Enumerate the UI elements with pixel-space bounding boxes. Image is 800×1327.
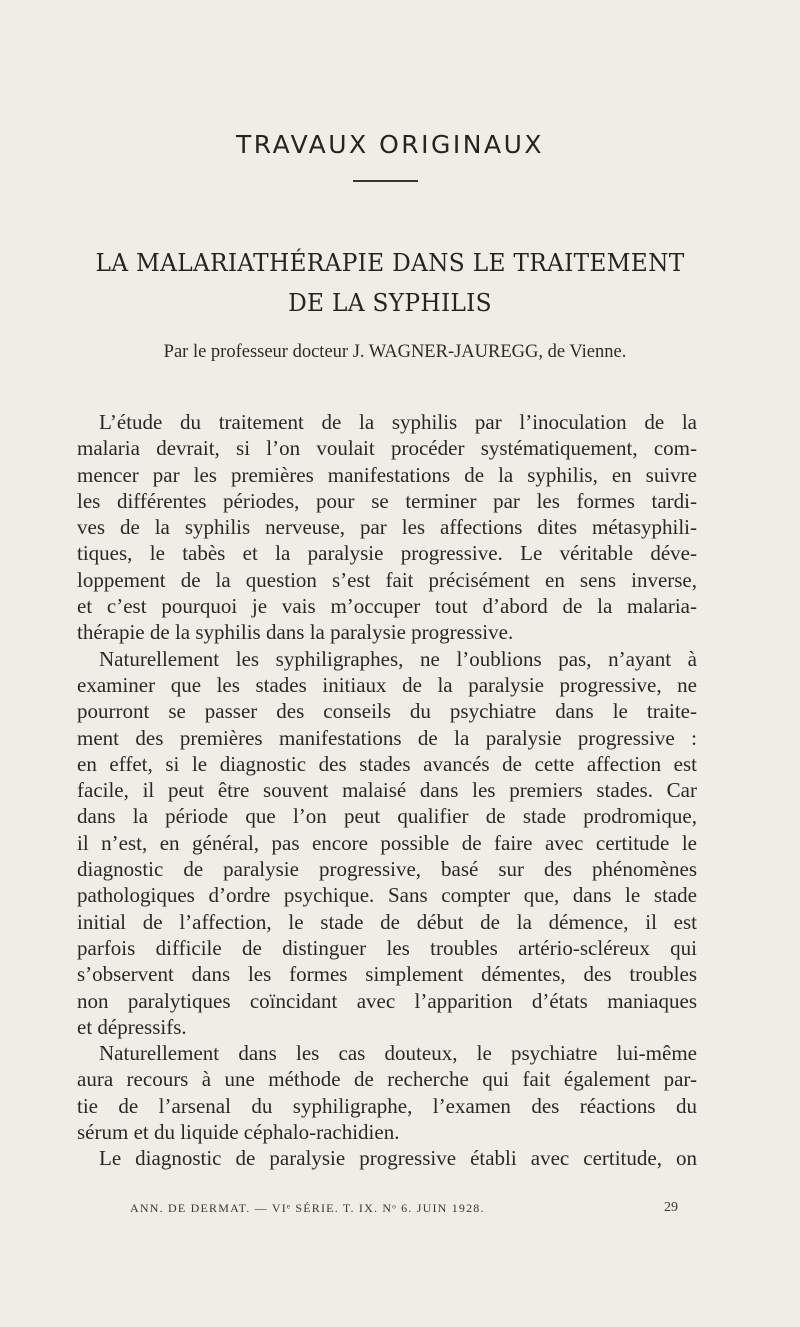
body-line: parfois difficile de distinguer les troubles artério-scléreux qui [77, 935, 697, 960]
body-line: facile, il peut être souvent malaisé dans les premiers stades. Car [77, 778, 697, 803]
body-line: et c’est pourquoi je vais m’occuper tout d’abord de la malaria- [77, 594, 697, 619]
journal-reference: ANN. DE DERMAT. — VIᵉ SÉRIE. T. IX. Nᵒ 6. JUIN 1928. [130, 1201, 485, 1215]
body-line: loppement de la question s’est fait précisément en sens inverse, [77, 567, 697, 592]
body-line: pourront se passer des conseils du psychiatre dans le traite- [77, 699, 697, 724]
body-line: en effet, si le diagnostic des stades avancés de cette affection est [77, 751, 697, 776]
body-line: il n’est, en général, pas encore possible de faire avec certitude le [77, 830, 697, 855]
body-line: ves de la syphilis nerveuse, par les affections dites métasyphili- [77, 515, 697, 540]
body-line: mencer par les premières manifestations de la syphilis, en suivre [77, 462, 697, 487]
article-title-line-1: LA MALARIATHÉRAPIE DANS LE TRAITEMENT [95, 248, 685, 277]
body-line: dans la période que l’on peut qualifier de stade prodromique, [77, 804, 697, 829]
body-line: sérum et du liquide céphalo-rachidien. [77, 1120, 400, 1145]
article-body [77, 409, 697, 1172]
body-line: Naturellement dans les cas douteux, le psychiatre lui-même [99, 1041, 697, 1066]
article-title [77, 243, 704, 323]
body-line: initial de l’affection, le stade de début de la démence, il est [77, 909, 697, 934]
body-line: Le diagnostic de paralysie progressive établi avec certitude, on [99, 1146, 697, 1171]
body-line: malaria devrait, si l’on voulait procéder systématiquement, com- [77, 436, 697, 461]
body-line: examiner que les stades initiaux de la paralysie progressive, ne [77, 672, 697, 697]
body-line: aura recours à une méthode de recherche qui fait également par- [77, 1067, 697, 1092]
body-line: s’observent dans les formes simplement démentes, des troubles [77, 962, 697, 987]
body-line: tie de l’arsenal du syphiligraphe, l’examen des réactions du [77, 1093, 697, 1118]
heading-divider [353, 180, 418, 182]
section-heading: TRAVAUX ORIGINAUX [235, 130, 544, 159]
body-line: diagnostic de paralysie progressive, basé sur des phénomènes [77, 857, 697, 882]
body-line: tiques, le tabès et la paralysie progressive. Le véritable déve- [77, 541, 697, 566]
page-number: 29 [664, 1200, 678, 1215]
author-byline: Par le professeur docteur J. WAGNER-JAUREGG, de Vienne. [163, 342, 627, 362]
body-line: thérapie de la syphilis dans la paralysie progressive. [77, 620, 514, 645]
body-line: pathologiques d’ordre psychique. Sans compter que, dans le stade [77, 883, 697, 908]
body-line: L’étude du traitement de la syphilis par l’inoculation de la [99, 410, 697, 434]
body-line: les différentes périodes, pour se terminer par les formes tardi- [77, 488, 697, 513]
body-line: ment des premières manifestations de la paralysie progressive : [77, 725, 697, 750]
article-title-line-2: DE LA SYPHILIS [288, 288, 492, 317]
body-line: et dépressifs. [77, 1014, 187, 1039]
body-line: Naturellement les syphiligraphes, ne l’oublions pas, n’ayant à [99, 646, 697, 671]
body-line: non paralytiques coïncidant avec l’apparition d’états maniaques [77, 988, 697, 1013]
